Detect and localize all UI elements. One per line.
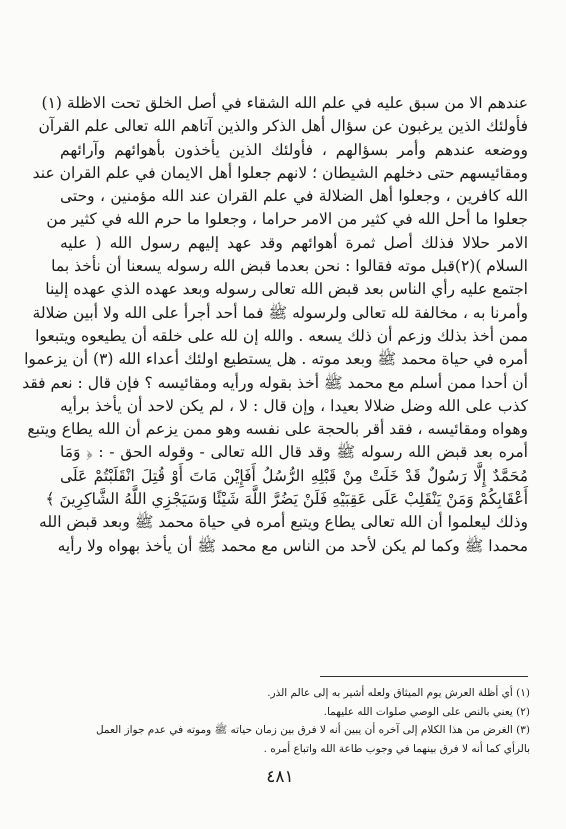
text-line: الله كافرين ، وجعلوا أهل الضلالة في علم القران عند الله مؤمنين ، وحتى [60,187,528,206]
text-line: وأمرنا به ، مخالفة لله تعالى ولرسوله ﷺ فما أحد أجرأ على الله ولا أبين ضلالة [32,303,528,322]
text-line: ووضعه عندهم وأمر بسؤالهم ، فأولئك الذين يأخذون بأهوائهم وآرائهم [60,140,528,159]
text-line: جعلوا ما أحل الله في كثير من الامر حراما ، وجعلوا ما حرم الله في كثير من [46,210,528,229]
footnote: (١) أي أظلة العرش يوم الميثاق ولعله أشير به إلى عالم الذر. [267,687,530,699]
text-line: السلام )(٢)قبل موته فقالوا : نحن بعدما قبض الله رسوله يسعنا أن نأخذ بما [51,257,528,276]
text-line: أمره بعد قبض الله رسوله ﷺ وقد قال الله تعالى - وقوله الحق - : ﴿ وَمَا [60,443,528,462]
quran-verse-line: أَعْقَابِكُمْ وَمَنْ يَنْقَلِبْ عَلَى عَقِبَيْهِ فَلَنْ يَضُرَّ اللَّهَ شَيْئًا وَسَيَجْزِي اللَّهُ الشَّاكِرِينَ ﴾ [45,490,528,509]
main-text-block [22,92,528,558]
text-line: محمدا ﷺ وكما لم يكن لأحد من الناس مع محمد ﷺ أن يأخذ بهواه ولا رأيه [57,536,528,555]
quran-verse-line: مُحَمَّدٌ إِلَّا رَسُولٌ قَدْ خَلَتْ مِنْ قَبْلِهِ الرُّسُلُ أَفَإِيْن مَاتَ أَوْ قُتِلَ انْقَلَبْتُمْ عَلَى [60,466,528,485]
text-line: ومقائيسهم حتى دخلهم الشيطان ؛ لانهم جعلوا أهل الايمان في علم القران عند [32,163,528,182]
text-line: أن أحدا ممن أسلم مع محمد ﷺ أخذ بقوله ورأيه ومقائيسه ؟ فإن قال : نعم فقد [22,373,528,392]
footnote-divider [320,676,528,677]
text-line: وذلك ليعلموا أن الله تعالى يطاع ويتبع أمره في حياة محمد ﷺ وبعد قبض الله [39,513,528,532]
text-line: وهواه ومقائيسه ، فقد أقر بالحجة على نفسه وهو ممن يزعم أن الله يطاع ويتبع [27,420,528,439]
text-line: ممن أخذ بذلك وزعم أن ذلك يسعه . والله إن لله على خلقه أن يطيعوه ويتبعوا [35,326,528,345]
text-line: كذب على الله وضل ضلالا بعيدا ، وإن قال : لا ، لم يكن لاحد أن يأخذ برأيه [60,396,528,415]
text-line: اجتمع عليه رأي الناس بعد قبض الله تعالى رسوله وبعد عهده الذي عهده إلينا [45,280,528,299]
page-number: ٤٨١ [266,767,294,787]
footnote: (٢) يعني بالنص على الوصي صلوات الله عليهما. [323,705,530,718]
text-line: عندهم الا من سبق عليه في علم الله الشقاء في أصل الخلق تحت الاظلة (١) [41,94,528,112]
footnote-continuation: بالرأي كما أنه لا فرق بينهما في وجوب طاعة الله واتباع أمره . [263,742,530,755]
text-line: الامر حلالا فذلك أصل ثمرة أهوائهم وقد عهد إليهم رسول الله ( عليه [60,233,528,252]
footnotes-block [60,684,530,758]
text-line: فأولئك الذين يرغبون عن سؤال أهل الذكر والذين آتاهم الله تعالى علم القرآن [38,117,528,136]
text-line: أمره في حياة محمد ﷺ وبعد موته . هل يستطيع اولئك أعداء الله (٣) أن يزعموا [24,350,528,369]
footnote: (٣) الغرض من هذا الكلام إلى آخره أن يبين أنه لا فرق بين زمان حياته ﷺ وموته في عدم جواز العمل [95,724,530,736]
